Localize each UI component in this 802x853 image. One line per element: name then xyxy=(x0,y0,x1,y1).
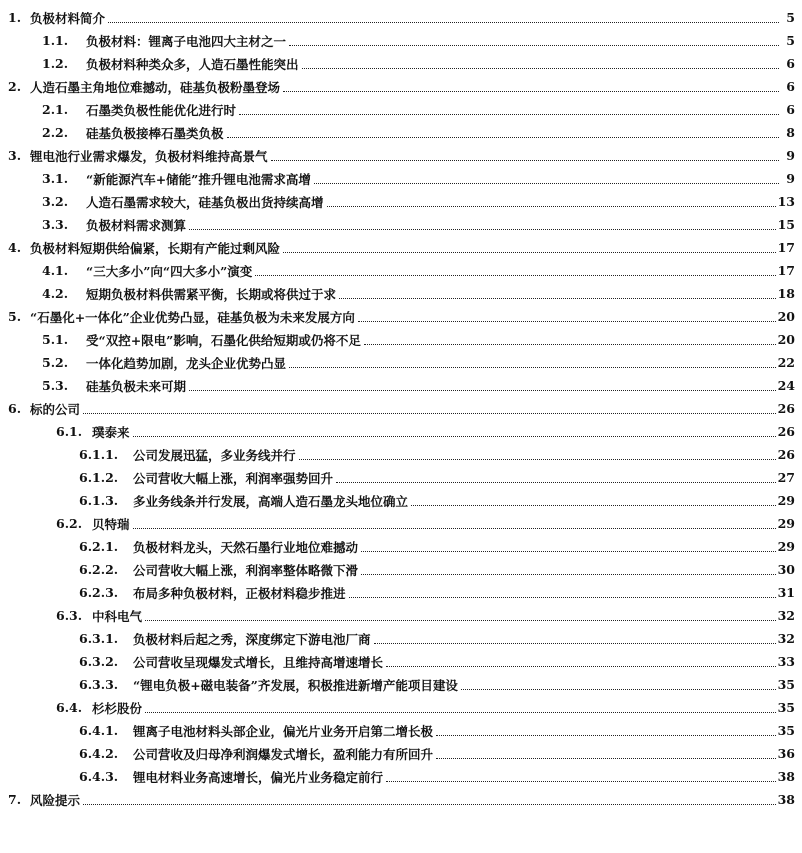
toc-entry-title: 人造石墨主角地位难撼动，硅基负极粉墨登场 xyxy=(30,79,281,95)
toc-entry-title: 贝特瑞 xyxy=(92,516,130,532)
toc-entry[interactable] xyxy=(0,443,795,466)
toc-entry-page: 35 xyxy=(777,700,795,715)
toc-entry-page: 29 xyxy=(777,493,795,508)
toc-entry-title: 公司营收大幅上涨，利润率整体略微下滑 xyxy=(133,562,359,578)
toc-entry-title: 标的公司 xyxy=(30,401,81,417)
toc-entry-number: 6.1.1. xyxy=(79,447,119,462)
toc-entry[interactable] xyxy=(0,52,795,75)
dot-leader xyxy=(411,505,776,506)
toc-entry-page: 33 xyxy=(777,654,795,669)
toc-entry-number: 3.1. xyxy=(42,171,69,186)
toc-entry-page: 26 xyxy=(777,401,795,416)
toc-entry-page: 6 xyxy=(786,56,795,71)
toc-entry-number: 6.4.2. xyxy=(79,746,119,761)
toc-entry-number: 3.2. xyxy=(42,194,69,209)
dot-leader xyxy=(108,22,779,23)
toc-entry-page: 32 xyxy=(777,608,795,623)
dot-leader xyxy=(289,45,779,46)
toc-entry-number: 6.1. xyxy=(56,424,83,439)
toc-entry-number: 6.4.3. xyxy=(79,769,119,784)
toc-entry-number: 1. xyxy=(8,10,22,25)
toc-entry[interactable] xyxy=(0,351,795,374)
dot-leader xyxy=(255,275,775,276)
toc-entry-title: 公司发展迅猛，多业务线并行 xyxy=(133,447,296,463)
dot-leader xyxy=(271,160,779,161)
toc-entry[interactable] xyxy=(0,75,795,98)
dot-leader xyxy=(314,183,779,184)
toc-entry-title: 负极材料：锂离子电池四大主材之一 xyxy=(86,33,287,49)
toc-entry-number: 5.1. xyxy=(42,332,69,347)
toc-entry-title: 人造石墨需求较大，硅基负极出货持续高增 xyxy=(86,194,324,210)
toc-entry-title: 负极材料需求测算 xyxy=(86,217,187,233)
toc-entry-page: 8 xyxy=(786,125,795,140)
toc-entry-title: “石墨化+一体化”企业优势凸显，硅基负极为未来发展方向 xyxy=(30,309,355,325)
toc-entry-number: 2. xyxy=(8,79,22,94)
toc-entry[interactable] xyxy=(0,650,795,673)
dot-leader xyxy=(227,137,779,138)
dot-leader xyxy=(145,620,776,621)
toc-entry-number: 6.3.1. xyxy=(79,631,119,646)
toc-entry[interactable] xyxy=(0,673,795,696)
dot-leader xyxy=(386,666,776,667)
dot-leader xyxy=(349,597,776,598)
toc-entry-number: 2.1. xyxy=(42,102,69,117)
toc-entry[interactable] xyxy=(0,121,795,144)
dot-leader xyxy=(283,252,776,253)
toc-entry-page: 29 xyxy=(777,516,795,531)
toc-entry[interactable] xyxy=(0,765,795,788)
toc-entry-title: 负极材料短期供给偏紧，长期有产能过剩风险 xyxy=(30,240,281,256)
toc-entry-number: 6.1.3. xyxy=(79,493,119,508)
toc-entry-page: 26 xyxy=(777,447,795,462)
toc-entry[interactable] xyxy=(0,305,795,328)
dot-leader xyxy=(133,528,776,529)
toc-entry-page: 38 xyxy=(777,769,795,784)
dot-leader xyxy=(386,781,776,782)
toc-entry-title: 硅基负极未来可期 xyxy=(86,378,187,394)
toc-entry-page: 15 xyxy=(777,217,795,232)
toc-entry-number: 6.3.3. xyxy=(79,677,119,692)
toc-entry-page: 20 xyxy=(777,332,795,347)
dot-leader xyxy=(283,91,779,92)
dot-leader xyxy=(302,68,779,69)
toc-entry[interactable] xyxy=(0,213,795,236)
toc-entry-title: 硅基负极接棒石墨类负极 xyxy=(86,125,224,141)
toc-entry[interactable] xyxy=(0,581,795,604)
toc-entry[interactable] xyxy=(0,512,795,535)
toc-entry-number: 6.2. xyxy=(56,516,83,531)
dot-leader xyxy=(374,643,776,644)
toc-entry[interactable] xyxy=(0,190,795,213)
toc-entry-number: 4. xyxy=(8,240,22,255)
toc-entry[interactable] xyxy=(0,144,795,167)
toc-entry-title: 受“双控+限电”影响，石墨化供给短期或仍将不足 xyxy=(86,332,361,348)
toc-entry[interactable] xyxy=(0,489,795,512)
toc-entry[interactable] xyxy=(0,236,795,259)
dot-leader xyxy=(461,689,776,690)
toc-entry-title: 锂离子电池材料头部企业，偏光片业务开启第二增长极 xyxy=(133,723,434,739)
toc-entry-title: “三大多小”向“四大多小”演变 xyxy=(86,263,253,279)
toc-entry-title: 短期负极材料供需紧平衡，长期或将供过于求 xyxy=(86,286,337,302)
dot-leader xyxy=(289,367,776,368)
toc-entry-title: 风险提示 xyxy=(30,792,81,808)
toc-entry[interactable] xyxy=(0,742,795,765)
toc-entry-title: “锂电负极+磁电装备”齐发展，积极推进新增产能项目建设 xyxy=(133,677,458,693)
toc-entry-title: 负极材料简介 xyxy=(30,10,106,26)
toc-entry-title: 负极材料龙头，天然石墨行业地位难撼动 xyxy=(133,539,359,555)
dot-leader xyxy=(339,298,776,299)
toc-entry-number: 5.3. xyxy=(42,378,69,393)
dot-leader xyxy=(145,712,776,713)
toc-entry[interactable] xyxy=(0,98,795,121)
toc-entry[interactable] xyxy=(0,420,795,443)
toc-entry-title: 杉杉股份 xyxy=(92,700,143,716)
toc-entry-page: 20 xyxy=(777,309,795,324)
table-of-contents xyxy=(0,6,795,811)
dot-leader xyxy=(189,390,776,391)
toc-entry-page: 24 xyxy=(777,378,795,393)
dot-leader xyxy=(436,758,776,759)
toc-entry-number: 6.4. xyxy=(56,700,83,715)
toc-entry-page: 9 xyxy=(786,171,795,186)
toc-entry-title: 公司营收呈现爆发式增长，且维持高增速增长 xyxy=(133,654,384,670)
toc-entry-page: 38 xyxy=(777,792,795,807)
dot-leader xyxy=(133,436,776,437)
toc-entry-number: 4.1. xyxy=(42,263,69,278)
toc-entry[interactable] xyxy=(0,535,795,558)
dot-leader xyxy=(361,574,776,575)
toc-entry-title: 中科电气 xyxy=(92,608,143,624)
dot-leader xyxy=(83,804,776,805)
toc-entry-page: 5 xyxy=(786,10,795,25)
toc-entry-number: 6. xyxy=(8,401,22,416)
toc-entry-page: 36 xyxy=(777,746,795,761)
toc-entry-number: 3. xyxy=(8,148,22,163)
toc-entry-page: 26 xyxy=(777,424,795,439)
toc-entry-page: 30 xyxy=(777,562,795,577)
toc-entry-number: 3.3. xyxy=(42,217,69,232)
toc-entry-page: 35 xyxy=(777,723,795,738)
toc-entry-title: 石墨类负极性能优化进行时 xyxy=(86,102,237,118)
toc-entry[interactable] xyxy=(0,696,795,719)
toc-entry[interactable] xyxy=(0,788,795,811)
toc-entry-title: 一体化趋势加剧，龙头企业优势凸显 xyxy=(86,355,287,371)
toc-entry[interactable] xyxy=(0,627,795,650)
toc-entry-page: 6 xyxy=(786,79,795,94)
toc-entry-page: 22 xyxy=(777,355,795,370)
toc-entry[interactable] xyxy=(0,604,795,627)
toc-entry-number: 6.2.2. xyxy=(79,562,119,577)
toc-entry-title: 锂电池行业需求爆发，负极材料维持高景气 xyxy=(30,148,268,164)
toc-entry-title: 锂电材料业务高速增长，偏光片业务稳定前行 xyxy=(133,769,384,785)
dot-leader xyxy=(189,229,776,230)
toc-entry-number: 6.4.1. xyxy=(79,723,119,738)
toc-entry[interactable] xyxy=(0,29,795,52)
toc-entry-page: 31 xyxy=(777,585,795,600)
toc-entry[interactable] xyxy=(0,466,795,489)
toc-entry[interactable] xyxy=(0,374,795,397)
toc-entry-title: “新能源汽车+储能”推升锂电池需求高增 xyxy=(86,171,311,187)
dot-leader xyxy=(336,482,776,483)
toc-entry[interactable] xyxy=(0,6,795,29)
dot-leader xyxy=(361,551,776,552)
dot-leader xyxy=(239,114,779,115)
toc-entry[interactable] xyxy=(0,259,795,282)
toc-entry-title: 璞泰来 xyxy=(92,424,130,440)
toc-entry[interactable] xyxy=(0,558,795,581)
toc-entry-page: 5 xyxy=(786,33,795,48)
toc-entry[interactable] xyxy=(0,282,795,305)
dot-leader xyxy=(83,413,776,414)
toc-entry-number: 6.3. xyxy=(56,608,83,623)
toc-entry-title: 负极材料后起之秀，深度绑定下游电池厂商 xyxy=(133,631,371,647)
toc-entry-number: 6.2.3. xyxy=(79,585,119,600)
dot-leader xyxy=(299,459,776,460)
toc-entry-title: 负极材料种类众多，人造石墨性能突出 xyxy=(86,56,299,72)
toc-entry-page: 29 xyxy=(777,539,795,554)
toc-entry-number: 6.2.1. xyxy=(79,539,119,554)
toc-entry[interactable] xyxy=(0,719,795,742)
toc-entry[interactable] xyxy=(0,397,795,420)
toc-entry-number: 1.2. xyxy=(42,56,69,71)
toc-entry-page: 35 xyxy=(777,677,795,692)
toc-entry-page: 6 xyxy=(786,102,795,117)
toc-entry-number: 6.3.2. xyxy=(79,654,119,669)
toc-entry-page: 13 xyxy=(777,194,795,209)
dot-leader xyxy=(327,206,776,207)
dot-leader xyxy=(358,321,776,322)
toc-entry-page: 18 xyxy=(777,286,795,301)
toc-entry[interactable] xyxy=(0,328,795,351)
toc-entry-title: 公司营收大幅上涨，利润率强势回升 xyxy=(133,470,334,486)
toc-entry-number: 1.1. xyxy=(42,33,69,48)
toc-entry-title: 多业务线条并行发展，高端人造石墨龙头地位确立 xyxy=(133,493,409,509)
toc-entry-title: 公司营收及归母净利润爆发式增长，盈利能力有所回升 xyxy=(133,746,434,762)
toc-entry-page: 27 xyxy=(777,470,795,485)
dot-leader xyxy=(436,735,776,736)
toc-entry-number: 7. xyxy=(8,792,22,807)
toc-entry-page: 17 xyxy=(777,240,795,255)
toc-entry[interactable] xyxy=(0,167,795,190)
dot-leader xyxy=(364,344,776,345)
toc-entry-number: 5. xyxy=(8,309,22,324)
toc-entry-page: 17 xyxy=(777,263,795,278)
toc-entry-number: 5.2. xyxy=(42,355,69,370)
toc-entry-title: 布局多种负极材料，正极材料稳步推进 xyxy=(133,585,346,601)
toc-entry-page: 9 xyxy=(786,148,795,163)
toc-entry-number: 2.2. xyxy=(42,125,69,140)
toc-entry-number: 4.2. xyxy=(42,286,69,301)
toc-entry-page: 32 xyxy=(777,631,795,646)
toc-entry-number: 6.1.2. xyxy=(79,470,119,485)
